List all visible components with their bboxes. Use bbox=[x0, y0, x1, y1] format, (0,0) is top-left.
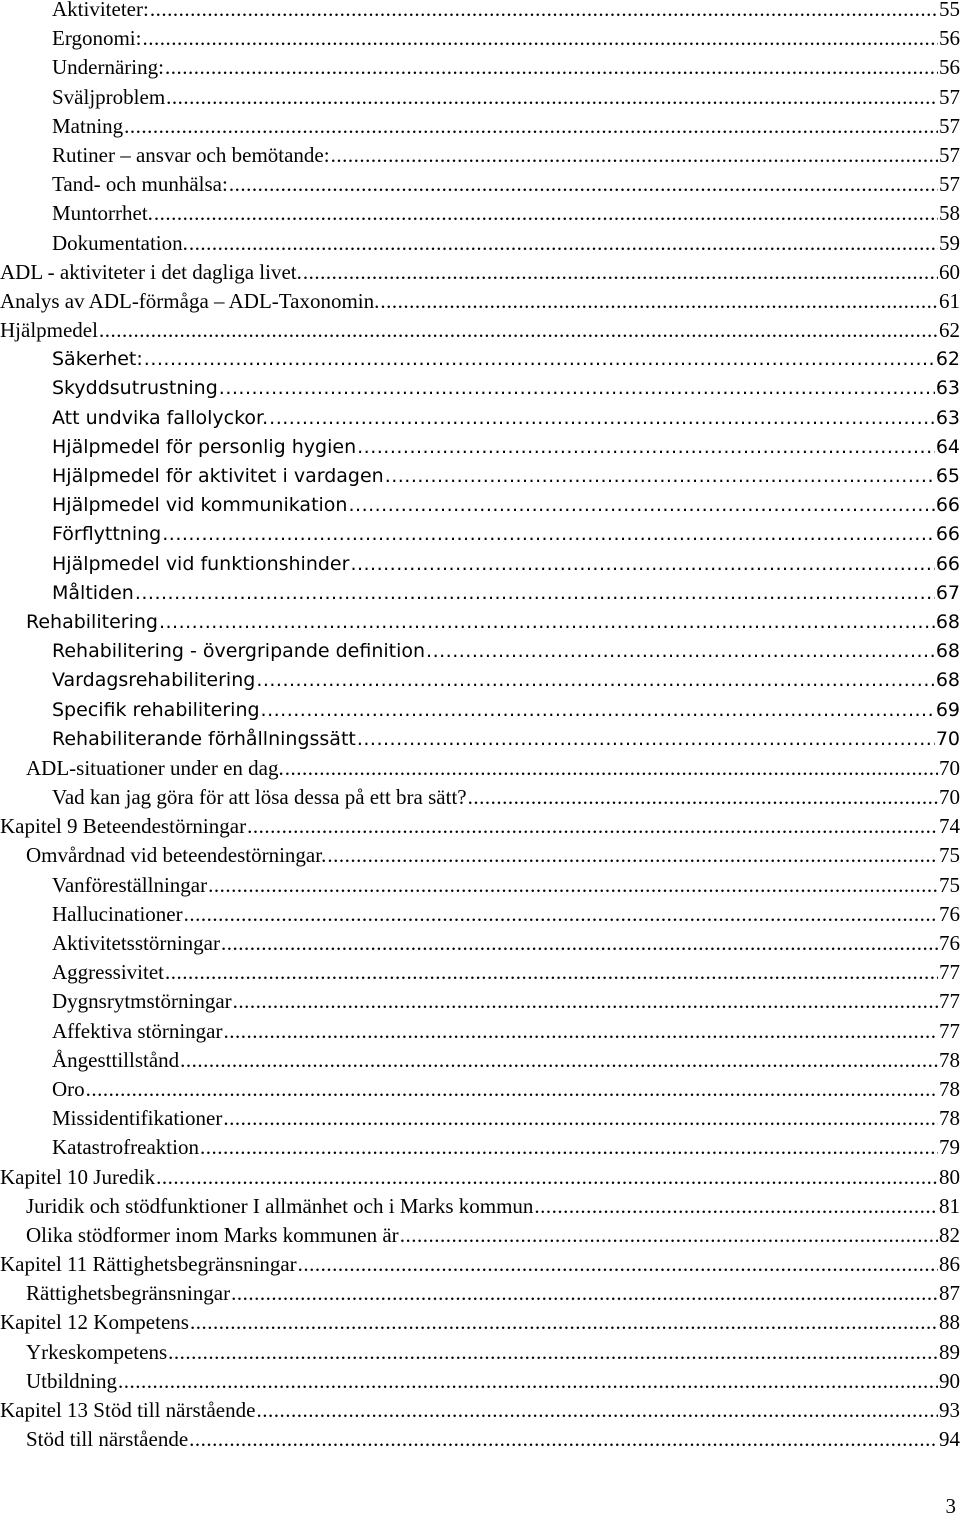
toc-entry-title: Skyddsutrustning bbox=[52, 374, 218, 403]
toc-entry-title: Affektiva störningar bbox=[52, 1017, 222, 1046]
toc-entry[interactable] bbox=[0, 958, 960, 987]
toc-dot-leader bbox=[156, 1163, 938, 1192]
toc-entry-page-number: 66 bbox=[936, 550, 960, 579]
toc-entry[interactable] bbox=[0, 1104, 960, 1133]
toc-entry-page-number: 63 bbox=[936, 404, 960, 433]
toc-entry[interactable] bbox=[0, 1075, 960, 1104]
toc-entry[interactable] bbox=[0, 24, 960, 53]
toc-entry[interactable] bbox=[0, 345, 960, 374]
toc-dot-leader bbox=[159, 608, 935, 637]
toc-dot-leader bbox=[184, 900, 938, 929]
toc-entry-title: Juridik och stödfunktioner I allmänhet och i Marks kommun bbox=[26, 1192, 533, 1221]
toc-entry[interactable] bbox=[0, 725, 960, 754]
toc-entry-title: Stöd till närstående bbox=[26, 1425, 188, 1454]
toc-entry-page-number: 78 bbox=[939, 1075, 960, 1104]
toc-dot-leader bbox=[331, 141, 938, 170]
toc-entry[interactable] bbox=[0, 987, 960, 1016]
toc-entry-title: Kapitel 11 Rättighetsbegränsningar bbox=[0, 1250, 297, 1279]
toc-dot-leader bbox=[261, 696, 935, 725]
toc-entry[interactable] bbox=[0, 1396, 960, 1425]
toc-entry[interactable] bbox=[0, 1192, 960, 1221]
toc-entry[interactable] bbox=[0, 1338, 960, 1367]
toc-entry-page-number: 66 bbox=[936, 520, 960, 549]
toc-entry-title: Hjälpmedel vid kommunikation bbox=[52, 491, 347, 520]
toc-entry-title: Kapitel 10 Juredik bbox=[0, 1163, 155, 1192]
toc-dot-leader bbox=[256, 1396, 938, 1425]
toc-entry-title: Utbildning bbox=[26, 1367, 117, 1396]
toc-entry-page-number: 68 bbox=[936, 608, 960, 637]
toc-entry-title: Specifik rehabilitering bbox=[52, 696, 260, 725]
toc-entry[interactable] bbox=[0, 1133, 960, 1162]
toc-entry[interactable] bbox=[0, 1308, 960, 1337]
toc-dot-leader bbox=[142, 24, 938, 53]
toc-entry-title: ADL-situationer under en dag. bbox=[26, 754, 284, 783]
toc-entry[interactable] bbox=[0, 1017, 960, 1046]
toc-entry-title: Hallucinationer bbox=[52, 900, 183, 929]
toc-entry-title: Missidentifikationer bbox=[52, 1104, 222, 1133]
toc-entry-title: Aggressivitet bbox=[52, 958, 164, 987]
toc-dot-leader bbox=[327, 841, 938, 870]
toc-dot-leader bbox=[285, 754, 938, 783]
toc-entry-page-number: 57 bbox=[939, 170, 960, 199]
toc-entry[interactable] bbox=[0, 404, 960, 433]
toc-entry[interactable] bbox=[0, 1279, 960, 1308]
toc-entry[interactable] bbox=[0, 491, 960, 520]
toc-dot-leader bbox=[99, 316, 938, 345]
toc-entry-title: Sväljproblem bbox=[52, 83, 165, 112]
toc-entry[interactable] bbox=[0, 141, 960, 170]
toc-entry-page-number: 75 bbox=[939, 871, 960, 900]
toc-dot-leader bbox=[231, 1279, 938, 1308]
toc-entry-page-number: 88 bbox=[939, 1308, 960, 1337]
toc-entry-page-number: 78 bbox=[939, 1046, 960, 1075]
toc-entry-page-number: 70 bbox=[939, 783, 960, 812]
toc-entry-page-number: 78 bbox=[939, 1104, 960, 1133]
toc-entry-title: Aktiviteter: bbox=[52, 0, 149, 24]
toc-dot-leader bbox=[200, 1133, 938, 1162]
toc-entry-title: Kapitel 12 Kompetens bbox=[0, 1308, 189, 1337]
toc-dot-leader bbox=[426, 637, 935, 666]
toc-entry-title: Matning bbox=[52, 112, 123, 141]
toc-dot-leader bbox=[223, 1104, 938, 1133]
toc-entry-page-number: 81 bbox=[939, 1192, 960, 1221]
toc-entry-page-number: 62 bbox=[939, 316, 960, 345]
toc-entry-page-number: 80 bbox=[939, 1163, 960, 1192]
toc-entry[interactable] bbox=[0, 258, 960, 287]
toc-entry[interactable] bbox=[0, 287, 960, 316]
toc-entry-page-number: 77 bbox=[939, 1017, 960, 1046]
toc-entry[interactable] bbox=[0, 608, 960, 637]
toc-dot-leader bbox=[118, 1367, 938, 1396]
toc-entry-title: Hjälpmedel för aktivitet i vardagen bbox=[52, 462, 384, 491]
toc-entry-title: Muntorrhet. bbox=[52, 199, 153, 228]
toc-dot-leader bbox=[269, 404, 935, 433]
toc-dot-leader bbox=[154, 199, 938, 228]
toc-dot-leader bbox=[166, 83, 938, 112]
toc-entry[interactable] bbox=[0, 1425, 960, 1454]
toc-entry-title: Tand- och munhälsa: bbox=[52, 170, 228, 199]
toc-entry-page-number: 89 bbox=[939, 1338, 960, 1367]
toc-entry[interactable] bbox=[0, 1250, 960, 1279]
toc-entry-title: Måltiden bbox=[52, 579, 134, 608]
toc-entry[interactable] bbox=[0, 871, 960, 900]
toc-entry-page-number: 57 bbox=[939, 141, 960, 170]
toc-entry-title: Rättighetsbegränsningar bbox=[26, 1279, 230, 1308]
toc-entry-page-number: 70 bbox=[936, 725, 960, 754]
toc-entry-page-number: 93 bbox=[939, 1396, 960, 1425]
toc-entry-title: Kapitel 13 Stöd till närstående bbox=[0, 1396, 255, 1425]
toc-dot-leader bbox=[357, 725, 935, 754]
toc-entry-title: Förflyttning bbox=[52, 520, 161, 549]
toc-entry[interactable] bbox=[0, 112, 960, 141]
toc-entry-page-number: 67 bbox=[936, 579, 960, 608]
toc-dot-leader bbox=[86, 1075, 938, 1104]
toc-dot-leader bbox=[180, 1046, 938, 1075]
toc-dot-leader bbox=[124, 112, 938, 141]
toc-entry[interactable] bbox=[0, 754, 960, 783]
toc-entry-title: Olika stödformer inom Marks kommunen är bbox=[26, 1221, 399, 1250]
toc-entry-page-number: 77 bbox=[939, 987, 960, 1016]
toc-entry[interactable] bbox=[0, 462, 960, 491]
toc-dot-leader bbox=[165, 958, 938, 987]
toc-dot-leader bbox=[534, 1192, 938, 1221]
toc-dot-leader bbox=[190, 1308, 938, 1337]
toc-entry-title: Rutiner – ansvar och bemötande: bbox=[52, 141, 330, 170]
page-number: 3 bbox=[945, 1494, 956, 1518]
toc-entry[interactable] bbox=[0, 520, 960, 549]
toc-entry-page-number: 57 bbox=[939, 83, 960, 112]
toc-entry[interactable] bbox=[0, 579, 960, 608]
toc-entry[interactable] bbox=[0, 1046, 960, 1075]
toc-entry[interactable] bbox=[0, 0, 960, 24]
toc-dot-leader bbox=[233, 987, 938, 1016]
toc-entry[interactable] bbox=[0, 83, 960, 112]
toc-dot-leader bbox=[135, 579, 935, 608]
toc-entry-page-number: 68 bbox=[936, 666, 960, 695]
toc-entry-title: Säkerhet: bbox=[52, 345, 143, 374]
toc-entry-page-number: 65 bbox=[936, 462, 960, 491]
toc-dot-leader bbox=[223, 1017, 938, 1046]
toc-entry-title: ADL - aktiviteter i det dagliga livet. bbox=[0, 258, 302, 287]
toc-dot-leader bbox=[385, 462, 935, 491]
toc-entry[interactable] bbox=[0, 1221, 960, 1250]
toc-entry-page-number: 69 bbox=[936, 696, 960, 725]
toc-entry-title: Ergonomi: bbox=[52, 24, 141, 53]
toc-entry-page-number: 68 bbox=[936, 637, 960, 666]
toc-entry-title: Omvårdnad vid beteendestörningar. bbox=[26, 841, 326, 870]
toc-entry[interactable] bbox=[0, 929, 960, 958]
toc-dot-leader bbox=[208, 871, 938, 900]
toc-entry[interactable] bbox=[0, 666, 960, 695]
toc-entry-title: Undernäring: bbox=[52, 53, 164, 82]
toc-dot-leader bbox=[229, 170, 938, 199]
toc-entry-page-number: 61 bbox=[939, 287, 960, 316]
toc-dot-leader bbox=[380, 287, 938, 316]
toc-entry[interactable] bbox=[0, 199, 960, 228]
toc-entry-title: Vanföreställningar bbox=[52, 871, 207, 900]
toc-entry-title: Yrkeskompetens bbox=[26, 1338, 167, 1367]
toc-entry-page-number: 75 bbox=[939, 841, 960, 870]
toc-dot-leader bbox=[357, 433, 935, 462]
toc-entry[interactable] bbox=[0, 1367, 960, 1396]
toc-dot-leader bbox=[165, 53, 938, 82]
toc-dot-leader bbox=[219, 374, 935, 403]
toc-entry[interactable] bbox=[0, 900, 960, 929]
toc-entry-page-number: 79 bbox=[939, 1133, 960, 1162]
toc-dot-leader bbox=[189, 1425, 938, 1454]
toc-entry-page-number: 62 bbox=[936, 345, 960, 374]
toc-entry-page-number: 57 bbox=[939, 112, 960, 141]
toc-entry[interactable] bbox=[0, 316, 960, 345]
toc-dot-leader bbox=[298, 1250, 938, 1279]
toc-entry[interactable] bbox=[0, 170, 960, 199]
toc-entry[interactable] bbox=[0, 229, 960, 258]
toc-entry-page-number: 90 bbox=[939, 1367, 960, 1396]
toc-dot-leader bbox=[247, 812, 938, 841]
toc-entry-page-number: 94 bbox=[939, 1425, 960, 1454]
toc-entry[interactable] bbox=[0, 433, 960, 462]
toc-entry[interactable] bbox=[0, 550, 960, 579]
toc-entry-page-number: 64 bbox=[936, 433, 960, 462]
toc-entry-title: Rehabiliterande förhållningssätt bbox=[52, 725, 356, 754]
toc-entry[interactable] bbox=[0, 783, 960, 812]
toc-dot-leader bbox=[150, 0, 938, 24]
toc-entry-title: Dygnsrytmstörningar bbox=[52, 987, 232, 1016]
toc-entry-title: Oro bbox=[52, 1075, 85, 1104]
toc-dot-leader bbox=[348, 491, 934, 520]
toc-entry-title: Ångesttillstånd bbox=[52, 1046, 179, 1075]
toc-entry-title: Hjälpmedel för personlig hygien bbox=[52, 433, 356, 462]
toc-entry-page-number: 63 bbox=[936, 374, 960, 403]
toc-entry-title: Analys av ADL-förmåga – ADL-Taxonomin. bbox=[0, 287, 379, 316]
toc-entry-page-number: 86 bbox=[939, 1250, 960, 1279]
toc-entry-title: Rehabilitering bbox=[26, 608, 158, 637]
toc-entry-page-number: 76 bbox=[939, 929, 960, 958]
toc-dot-leader bbox=[256, 666, 935, 695]
toc-entry-page-number: 59 bbox=[939, 229, 960, 258]
toc-entry-title: Vardagsrehabilitering bbox=[52, 666, 255, 695]
toc-entry-page-number: 56 bbox=[939, 53, 960, 82]
toc-entry-title: Hjälpmedel vid funktionshinder bbox=[52, 550, 349, 579]
toc-dot-leader bbox=[168, 1338, 938, 1367]
toc-entry-title: Vad kan jag göra för att lösa dessa på ett bra sätt? bbox=[52, 783, 467, 812]
toc-entry-page-number: 66 bbox=[936, 491, 960, 520]
toc-dot-leader bbox=[400, 1221, 938, 1250]
toc-entry[interactable] bbox=[0, 1163, 960, 1192]
toc-entry-page-number: 70 bbox=[939, 754, 960, 783]
toc-entry[interactable] bbox=[0, 637, 960, 666]
toc-dot-leader bbox=[350, 550, 934, 579]
toc-entry-page-number: 77 bbox=[939, 958, 960, 987]
toc-entry-title: Hjälpmedel bbox=[0, 316, 98, 345]
toc-entry-page-number: 56 bbox=[939, 24, 960, 53]
toc-entry[interactable] bbox=[0, 812, 960, 841]
toc-entry-page-number: 58 bbox=[939, 199, 960, 228]
toc-entry-title: Dokumentation. bbox=[52, 229, 188, 258]
toc-entry[interactable] bbox=[0, 841, 960, 870]
toc-dot-leader bbox=[303, 258, 938, 287]
toc-entry-page-number: 76 bbox=[939, 900, 960, 929]
toc-entry-title: Att undvika fallolyckor. bbox=[52, 404, 268, 433]
toc-dot-leader bbox=[221, 929, 938, 958]
toc-entry-page-number: 82 bbox=[939, 1221, 960, 1250]
toc-entry-title: Aktivitetsstörningar bbox=[52, 929, 220, 958]
toc-entry-page-number: 87 bbox=[939, 1279, 960, 1308]
toc-entry-title: Katastrofreaktion bbox=[52, 1133, 199, 1162]
toc-dot-leader bbox=[189, 229, 938, 258]
toc-entry-page-number: 55 bbox=[939, 0, 960, 24]
toc-entry-title: Rehabilitering - övergripande definition bbox=[52, 637, 425, 666]
toc-dot-leader bbox=[162, 520, 935, 549]
toc-dot-leader bbox=[468, 783, 938, 812]
toc-entry[interactable] bbox=[0, 53, 960, 82]
toc-entry[interactable] bbox=[0, 374, 960, 403]
toc-dot-leader bbox=[144, 345, 935, 374]
toc-entry-page-number: 60 bbox=[939, 258, 960, 287]
toc-entry[interactable] bbox=[0, 696, 960, 725]
toc-entry-title: Kapitel 9 Beteendestörningar bbox=[0, 812, 246, 841]
toc-entry-page-number: 74 bbox=[939, 812, 960, 841]
